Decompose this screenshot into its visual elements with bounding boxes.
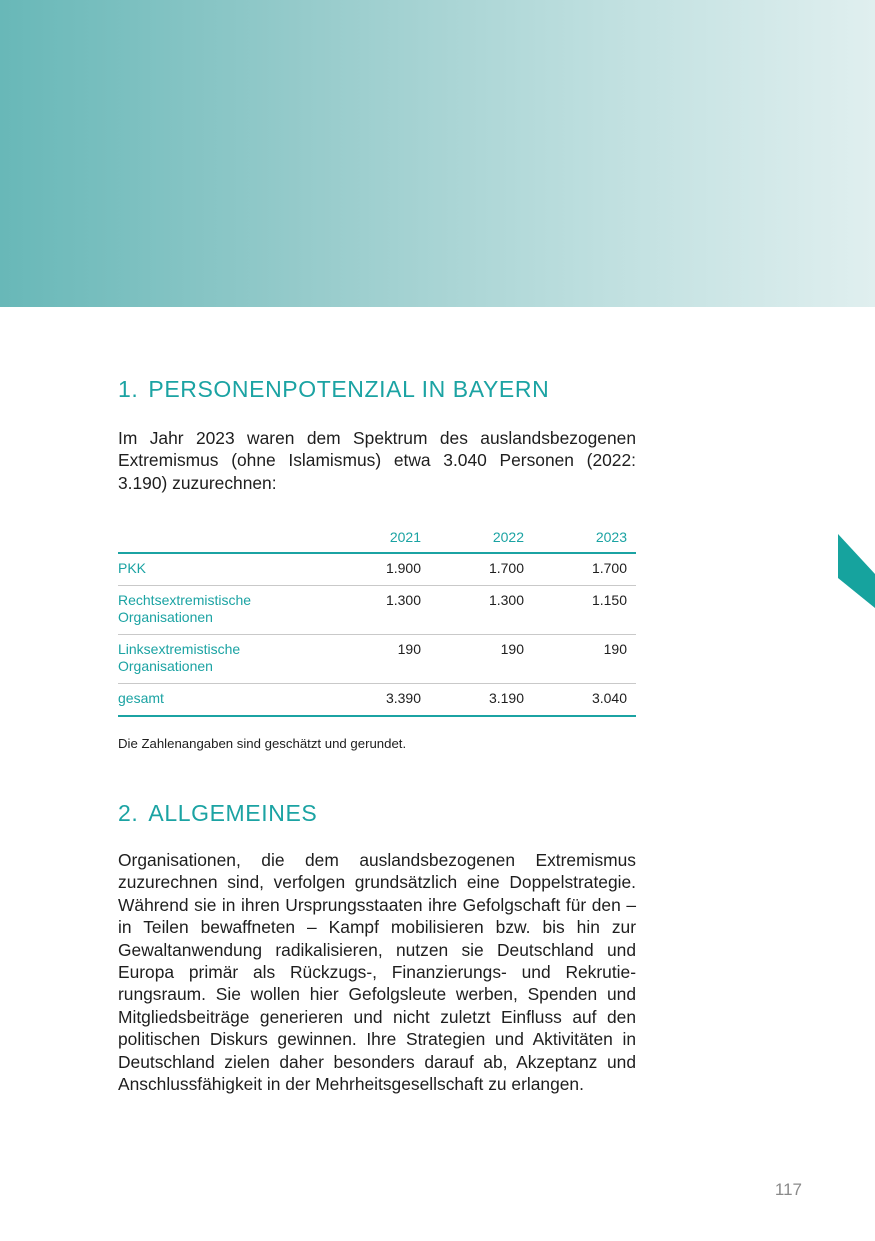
cell-2023: 190 <box>603 641 627 657</box>
page-number: 117 <box>774 1180 802 1199</box>
section-2-heading <box>118 800 317 827</box>
table-header-row <box>118 524 636 553</box>
cell-2023: 1.150 <box>591 592 627 608</box>
table-header-label <box>118 524 327 553</box>
cell-2023: 3.040 <box>591 690 627 706</box>
cell-2022: 190 <box>500 641 524 657</box>
table-row <box>118 586 636 635</box>
section-1-paragraph: Im Jahr 2023 waren dem Spektrum des auslandsbezogenen Extremismus (ohne Islamismus) etwa 3.040 Personen (2022: 3.190) zuzurechnen: <box>118 428 636 493</box>
cell-2021: 190 <box>397 641 421 657</box>
table-header-2022: 2022 <box>492 529 524 545</box>
table-header-2023: 2023 <box>595 529 627 545</box>
cell-2021: 3.390 <box>385 690 421 706</box>
row-label: gesamt <box>118 690 164 706</box>
row-label: PKK <box>118 560 147 576</box>
cell-2022: 3.190 <box>488 690 524 706</box>
row-label: Rechtsextremistische Organisationen <box>118 592 252 625</box>
cell-2021: 1.900 <box>385 560 421 576</box>
table-total-row <box>118 684 636 717</box>
table-footnote: Die Zahlenangaben sind geschätzt und gerundet. <box>118 736 407 751</box>
personenpotenzial-table <box>118 524 636 717</box>
section-1-title: PERSONENPOTENZIAL IN BAYERN <box>148 376 550 402</box>
cell-2022: 1.300 <box>488 592 524 608</box>
cell-2022: 1.700 <box>488 560 524 576</box>
table-header-2021: 2021 <box>389 529 421 545</box>
cell-2023: 1.700 <box>591 560 627 576</box>
header-band <box>0 0 875 307</box>
section-1-number: 1. <box>118 376 139 402</box>
section-1-heading <box>118 376 549 403</box>
cell-2021: 1.300 <box>385 592 421 608</box>
table-row <box>118 635 636 684</box>
section-2-title: ALLGEMEINES <box>148 800 318 826</box>
table-row <box>118 553 636 586</box>
section-2-number: 2. <box>118 800 139 826</box>
section-2-paragraph: Organisationen, die dem auslandsbezogenen Extremismus zuzurechnen sind, verfolgen grundsätzlich eine Doppelstrategie. Während sie in ihren Ursprungsstaaten ihre Gefolgschaft für den – in Teilen bewaffneten – Kampf mobilisieren bzw. bis hin zur Gewaltanwendung radikalisieren, nutzen sie Deutschland und Europa primär als Rückzugs-, Finanzierungs- und Rekrutierungsraum. Sie wollen hier Gefolgsleute werben, Spenden und Mitgliedsbeiträge generieren und nicht zuletzt Einfluss auf den politischen Diskurs gewinnen. Ihre Strategien und Aktivitäten in Deutschland zielen daher besonders darauf ab, Akzeptanz und Anschlussfähigkeit in der Mehrheitsgesellschaft zu erlangen. <box>118 850 636 1095</box>
chapter-tab-marker <box>838 534 875 608</box>
row-label: Linksextremistische Organisationen <box>118 641 241 674</box>
